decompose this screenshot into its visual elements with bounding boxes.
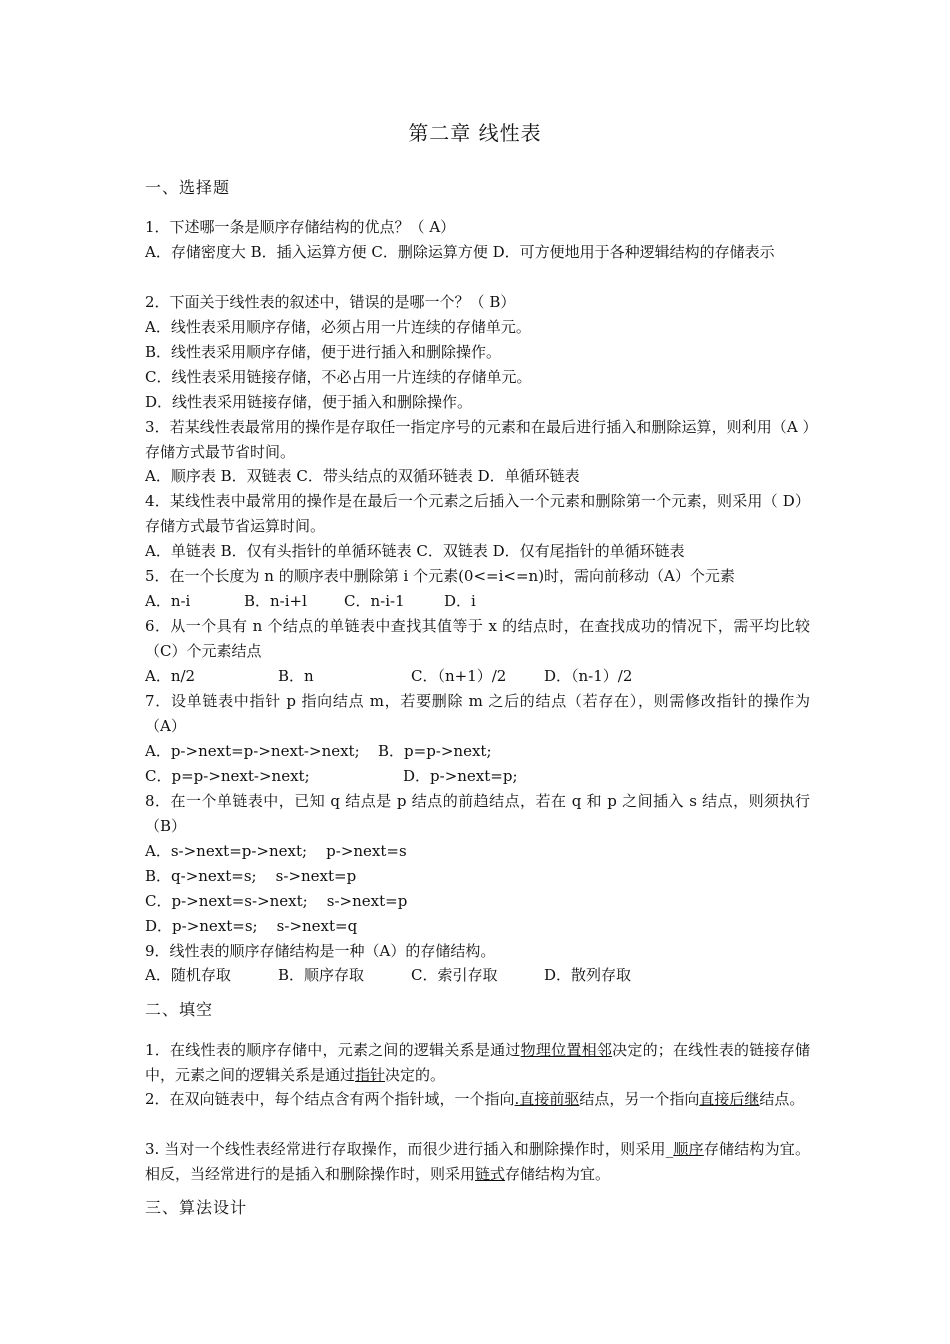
fill-2-blank-2: 直接后继 [699,1090,760,1108]
fill-1 [145,1038,810,1088]
question-1-options: A．存储密度大 B．插入运算方便 C．删除运算方便 D．可方便地用于各种逻辑结构的存储表示 [145,243,775,261]
question-8-option-c: C．p->next=s->next; s->next=p [145,892,408,910]
fill-2 [145,1087,810,1112]
question-7-option-d: D．p->next=p; [403,767,518,785]
fill-3-blank-2: 链式 [475,1164,506,1183]
question-4-stem: 4．某线性表中最常用的操作是在最后一个元素之后插入一个元素和删除第一个元素，则采用（ D）存储方式最节省运算时间。 [145,492,810,535]
fill-1-text-1: 1．在线性表的顺序存储中，元素之间的逻辑关系是通过 [145,1041,521,1059]
fill-3 [145,1137,810,1187]
section-heading-algorithm: 三、算法设计 [145,1198,248,1217]
fill-3-text-2: 存储结构为宜。相反，当经常进行的是插入和删除操作时，则采用 [145,1140,810,1183]
chapter-title: 第二章 线性表 [408,121,542,145]
fill-3-blank-1: 顺序 [673,1140,704,1158]
section-heading-choice: 一、选择题 [145,178,231,197]
question-6-option-a: A．n/2 [145,667,196,685]
question-7-stem: 7．设单链表中指针 p 指向结点 m，若要删除 m 之后的结点（若存在），则需修改指针的操作为（A） [145,692,810,735]
question-5-option-d: D．i [444,592,476,610]
fill-1-blank-1: 物理位置相邻 [520,1041,613,1059]
fill-1-blank-2: 指针 [355,1065,386,1084]
fill-2-text-2: 结点，另一个指向 [579,1090,700,1108]
question-3-stem: 3．若某线性表最常用的操作是存取任一指定序号的元素和在最后进行插入和删除运算，则利用（A ）存储方式最节省时间。 [145,418,810,461]
question-1-stem: 1．下述哪一条是顺序存储结构的优点？（ A） [145,218,456,236]
question-8-option-d: D．p->next=s; s->next=q [145,917,358,935]
question-5-stem: 5．在一个长度为 n 的顺序表中删除第 i 个元素(0<=i<=n)时，需向前移动（A）个元素 [145,567,735,585]
question-3-options: A．顺序表 B．双链表 C．带头结点的双循环链表 D．单循环链表 [145,467,580,485]
question-5-option-a: A．n-i [145,592,191,610]
fill-1-text-3: 决定的。 [385,1065,446,1084]
question-9-option-a: A．随机存取 [145,966,231,984]
fill-3-text-1: 3. 当对一个线性表经常进行存取操作，而很少进行插入和删除操作时，则采用_ [145,1140,674,1158]
question-9-option-d: D．散列存取 [544,966,632,984]
question-2-option-c: C．线性表采用链接存储，不必占用一片连续的存储单元。 [145,368,532,386]
fill-2-blank-1: .直接前驱 [514,1090,580,1108]
question-5-option-b: B．n-i+l [244,592,307,610]
question-7-option-b: B．p=p->next; [378,742,492,760]
fill-3-text-3: 存储结构为宜。 [505,1164,611,1183]
question-5-option-c: C．n-i-1 [344,592,405,610]
question-9-option-c: C．索引存取 [411,966,498,984]
question-8-stem: 8．在一个单链表中，已知 q 结点是 p 结点的前趋结点，若在 q 和 p 之间插入 s 结点，则须执行（B） [145,792,810,835]
question-9-option-b: B．顺序存取 [278,966,365,984]
question-7-option-c: C．p=p->next->next; [145,767,310,785]
question-6-stem: 6．从一个具有 n 个结点的单链表中查找其值等于 x 的结点时，在查找成功的情况下，需平均比较（C）个元素结点 [145,617,810,660]
question-2-option-d: D．线性表采用链接存储，便于插入和删除操作。 [145,393,473,411]
question-8-option-a: A．s->next=p->next; p->next=s [145,842,407,860]
fill-2-text-3: 结点。 [759,1090,805,1108]
question-2-option-a: A．线性表采用顺序存储，必须占用一片连续的存储单元。 [145,318,531,336]
question-4-options: A．单链表 B．仅有头指针的单循环链表 C．双链表 D．仅有尾指针的单循环链表 [145,542,685,560]
question-2-stem: 2．下面关于线性表的叙述中，错误的是哪一个？（ B） [145,293,516,311]
question-9-stem: 9．线性表的顺序存储结构是一种（A）的存储结构。 [145,942,496,960]
fill-1-text-2: 决定的；在线性表的链接存储中，元素之间的逻辑关系是通过 [145,1041,810,1084]
question-2-option-b: B．线性表采用顺序存储，便于进行插入和删除操作。 [145,343,502,361]
fill-2-text-1: 2．在双向链表中，每个结点含有两个指针域，一个指向 [145,1090,515,1108]
question-6-option-d: D．（n-1）/2 [544,667,633,685]
question-7-option-a: A．p->next=p->next->next; [145,742,360,760]
question-8-option-b: B．q->next=s; s->next=p [145,867,357,885]
section-heading-fill: 二、填空 [145,1000,214,1019]
question-6-option-c: C．（n+1）/2 [411,667,507,685]
question-6-option-b: B．n [278,667,314,685]
